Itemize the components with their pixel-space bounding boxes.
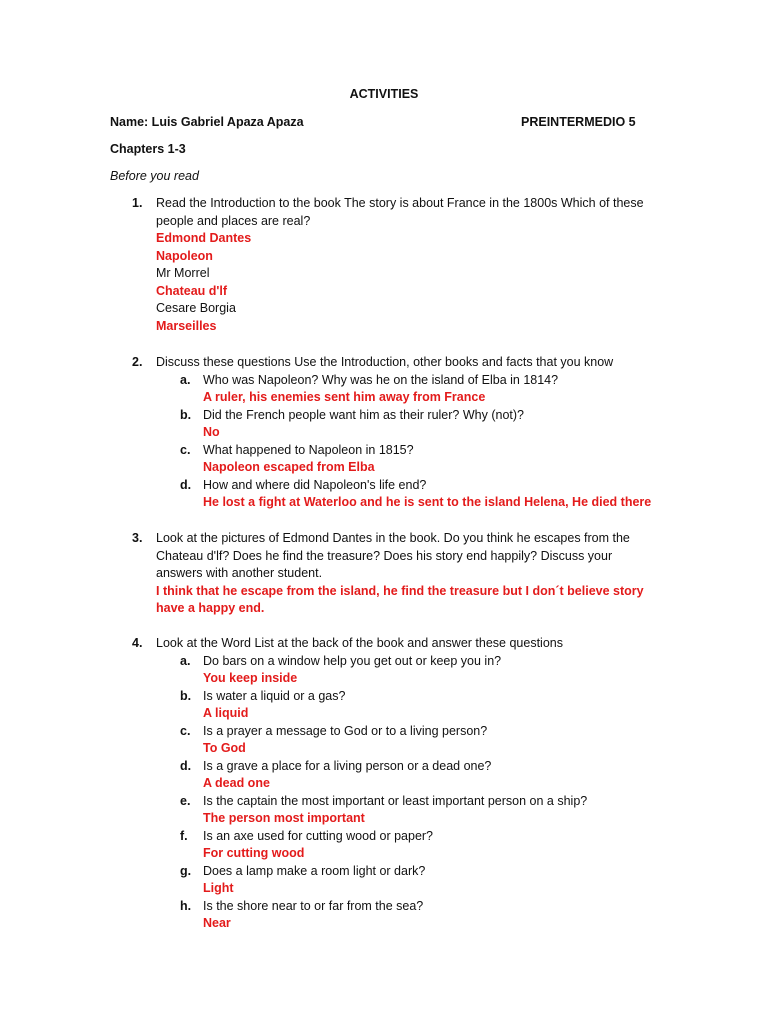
sub-letter: f.: [180, 828, 188, 843]
sub-question: [180, 758, 652, 793]
question-number: 1.: [132, 196, 143, 210]
sub-letter: d.: [180, 477, 192, 492]
sub-letter: a.: [180, 372, 191, 387]
sub-question-text: Does a lamp make a room light or dark?: [203, 863, 426, 878]
sub-question-text: Is an axe used for cutting wood or paper?: [203, 828, 434, 843]
page-title: ACTIVITIES: [349, 87, 419, 101]
answer-text: No: [203, 425, 220, 439]
sub-letter: g.: [180, 863, 192, 878]
sub-question-text: Do bars on a window help you get out or keep you in?: [203, 653, 502, 668]
sub-question-text: What happened to Napoleon in 1815?: [203, 442, 414, 457]
sub-question: [180, 372, 652, 407]
answer-text: A dead one: [203, 776, 270, 790]
sub-question-text: Is the shore near to or far from the sea?: [203, 898, 424, 913]
course-level: PREINTERMEDIO 5: [521, 115, 636, 129]
answer-text: He lost a fight at Waterloo and he is sent to the island Helena, He died there: [203, 495, 652, 509]
section-heading: Before you read: [110, 169, 199, 183]
sub-letter: d.: [180, 758, 192, 773]
answer-item: Edmond Dantes: [156, 231, 252, 245]
sub-question: [180, 653, 652, 688]
sub-question: [180, 828, 652, 863]
answer-text: Napoleon escaped from Elba: [203, 460, 375, 474]
question-number: 4.: [132, 636, 143, 650]
question-number: 3.: [132, 531, 143, 545]
answer-item: Napoleon: [156, 248, 213, 263]
sub-letter: c.: [180, 442, 191, 457]
sub-question: [180, 407, 652, 442]
answer-text: The person most important: [203, 811, 365, 825]
question-3: [132, 530, 652, 618]
sub-question: [180, 442, 652, 477]
question-text: Discuss these questions Use the Introduction, other books and facts that you know: [156, 355, 614, 369]
sub-question-text: Is a grave a place for a living person or a dead one?: [203, 758, 492, 773]
sub-question-text: How and where did Napoleon's life end?: [203, 477, 427, 492]
list-item: Cesare Borgia: [156, 301, 236, 315]
sub-question: [180, 898, 652, 933]
question-4: [132, 635, 652, 933]
sub-question-text: Is a prayer a message to God or to a living person?: [203, 723, 488, 738]
sub-question-text: Who was Napoleon? Why was he on the island of Elba in 1814?: [203, 372, 559, 387]
answer-item: Chateau d'lf: [156, 283, 228, 298]
question-1: [132, 195, 652, 335]
sub-letter: a.: [180, 653, 191, 668]
question-text: Look at the pictures of Edmond Dantes in the book. Do you think he escapes from the Chateau d'lf? Does he find the treasure? Does his story end happily? Discuss your answers with another student.: [156, 531, 630, 580]
question-2: [132, 354, 652, 512]
sub-question-text: Is water a liquid or a gas?: [203, 688, 346, 703]
answer-text: Light: [203, 881, 234, 895]
answer-text: I think that he escape from the island, he find the treasure but I don´t believe story have a happy end.: [156, 583, 644, 615]
answer-text: For cutting wood: [203, 846, 305, 860]
sub-letter: h.: [180, 898, 192, 913]
sub-question: [180, 477, 673, 512]
student-name: Name: Luis Gabriel Apaza Apaza: [110, 115, 304, 129]
answer-text: Near: [203, 916, 231, 930]
question-number: 2.: [132, 355, 143, 369]
sub-question-text: Is the captain the most important or least important person on a ship?: [203, 793, 588, 808]
sub-letter: b.: [180, 688, 192, 703]
sub-letter: e.: [180, 793, 191, 808]
sub-question: [180, 793, 652, 828]
list-item: Mr Morrel: [156, 266, 210, 280]
student-info-row: [110, 114, 650, 132]
sub-letter: c.: [180, 723, 191, 738]
question-text: Read the Introduction to the book The story is about France in the 1800s Which of these people and places are real?: [156, 196, 644, 228]
sub-question: [180, 688, 652, 723]
answer-text: A ruler, his enemies sent him away from France: [203, 390, 486, 404]
answer-item: Marseilles: [156, 318, 217, 333]
answer-text: You keep inside: [203, 671, 298, 685]
answer-text: To God: [203, 741, 246, 755]
question-text: Look at the Word List at the back of the book and answer these questions: [156, 636, 563, 650]
sub-question-text: Did the French people want him as their ruler? Why (not)?: [203, 407, 524, 422]
sub-question: [180, 863, 652, 898]
answer-text: A liquid: [203, 706, 249, 720]
sub-letter: b.: [180, 407, 192, 422]
chapters-heading: Chapters 1-3: [110, 142, 186, 156]
sub-question: [180, 723, 652, 758]
